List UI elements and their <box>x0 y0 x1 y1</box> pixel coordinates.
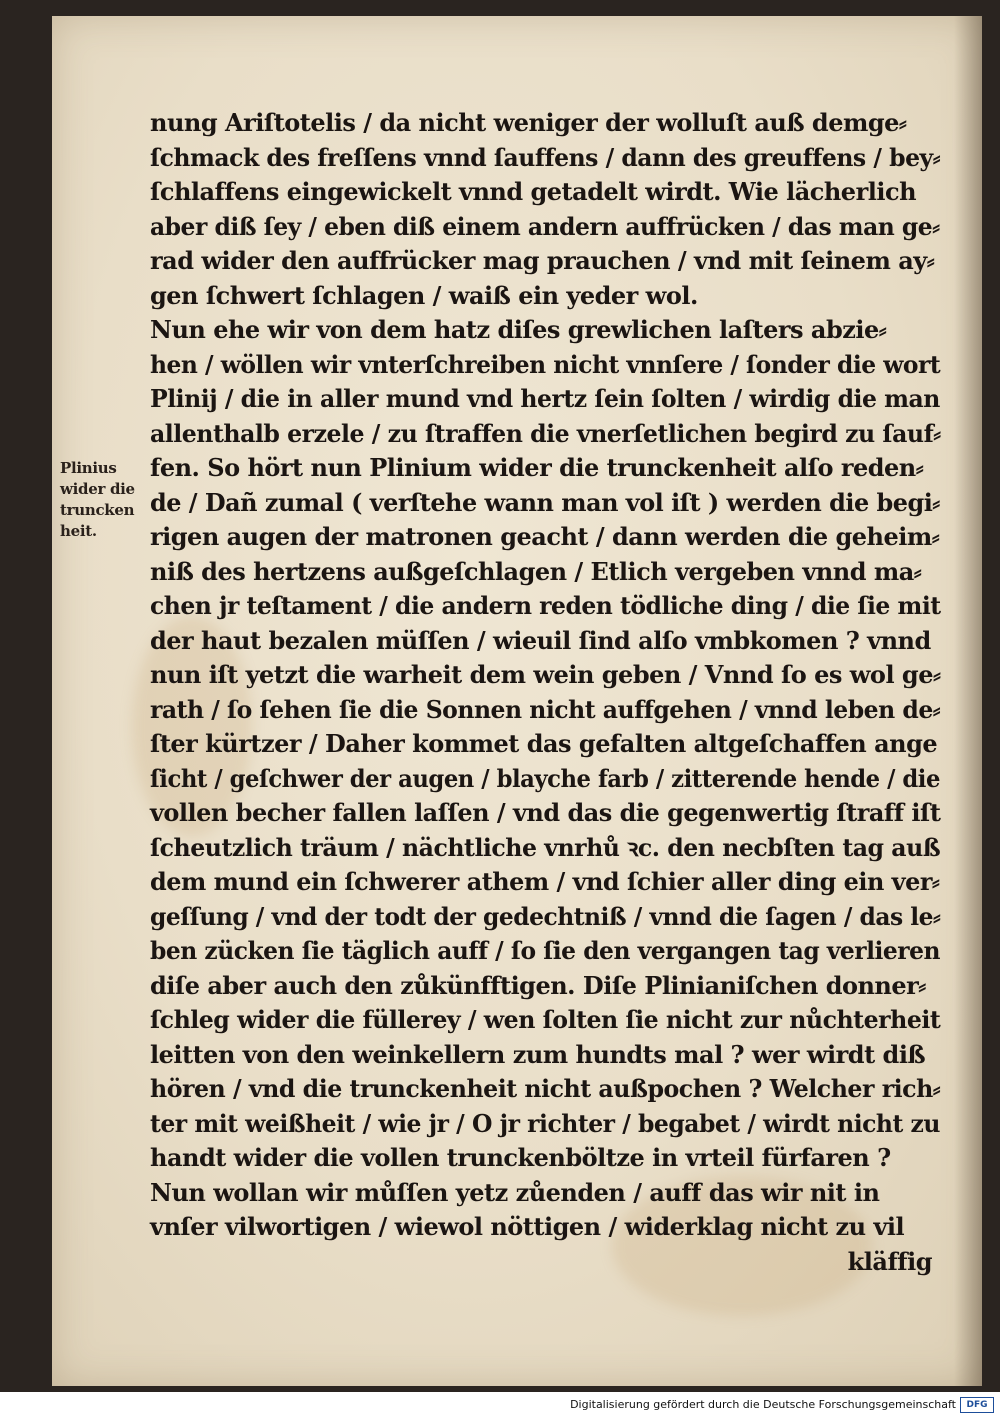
text-line: chen jr teſtament / die andern reden tödliche ding / die ſie mit <box>150 591 941 620</box>
marginal-note-line: wider die <box>60 480 135 498</box>
text-line: fen. So hört nun Plinium wider die trunckenheit alſo reden⸗ <box>150 453 924 482</box>
text-line: rath / ſo ſehen ſie die Sonnen nicht auffgehen / vnnd leben de⸗ <box>150 694 941 724</box>
text-line: der haut bezalen müſſen / wieuil ſind alſo vmbkomen ? vnnd <box>150 625 931 655</box>
text-line: ſchmack des freſſens vnnd ſauffens / dann des greuffens / bey⸗ <box>150 142 941 172</box>
text-line: rigen augen der matronen geacht / dann werden die geheim⸗ <box>150 522 940 551</box>
text-line: ſicht / geſchwer der augen / blayche farb / zitterende hende / die <box>150 763 940 793</box>
text-line: ſchlaffens eingewickelt vnnd getadelt wirdt. Wie lächerlich <box>150 177 917 206</box>
text-line: ben zücken ſie täglich auff / ſo ſie den vergangen tag verlieren <box>150 936 941 965</box>
text-line: Nun wollan wir můſſen yetz zůenden / auff das wir nit in <box>150 1177 880 1207</box>
text-line: dem mund ein ſchwerer athem / vnd ſchier aller ding ein ver⸗ <box>150 867 940 896</box>
marginal-note-line: Plinius <box>60 459 117 477</box>
catchword: kläffig <box>847 1246 932 1276</box>
text-line: rad wider den auffrücker mag prauchen / vnd mit ſeinem ay⸗ <box>150 246 935 275</box>
text-line: nung Ariſtotelis / da nicht weniger der wolluſt auß demge⸗ <box>150 108 907 137</box>
marginal-note-line: truncken <box>60 501 135 519</box>
text-line: nun iſt yetzt die warheit dem wein geben / Vnnd ſo es wol ge⸗ <box>150 660 941 689</box>
text-line: allenthalb erzele / zu ſtraffen die vnerſetlichen begird zu ſauf⸗ <box>150 418 941 448</box>
text-line: leitten von den weinkellern zum hundts mal ? wer wirdt diß <box>150 1039 926 1069</box>
page-edge-shadow <box>954 16 982 1386</box>
text-line: vnſer vilwortigen / wiewol nöttigen / widerklag nicht zu vil <box>150 1212 905 1241</box>
text-line: ſcheutzlich träum / nächtliche vnrhů ꝛc. den necbſten tag auß <box>150 832 941 862</box>
text-line: vollen becher fallen laſſen / vnd das die gegenwertig ſtraff iſt <box>150 798 941 827</box>
text-line: niß des hertzens außgeſchlagen / Etlich vergeben vnnd ma⸗ <box>150 556 922 586</box>
text-line: aber diß ſey / eben diß einem andern auffrücken / das man ge⸗ <box>150 211 940 241</box>
marginal-note <box>60 458 155 542</box>
text-line: Nun ehe wir von dem hatz diſes grewlichen laſters abzie⸗ <box>150 315 887 344</box>
text-line: ſter kürtzer / Daher kommet das gefalten altgeſchaffen ange <box>150 729 938 758</box>
footer-bar <box>0 1392 1000 1417</box>
text-line: diſe aber auch den zůkünfftigen. Diſe Plinianiſchen donner⸗ <box>150 970 926 1000</box>
text-line: handt wider die vollen trunckenböltze in vrteil fürfaren ? <box>150 1143 891 1172</box>
text-line: de / Dañ zumal ( verſtehe wann man vol iſt ) werden die begi⸗ <box>150 487 940 517</box>
body-text <box>150 106 940 1279</box>
text-line: hen / wöllen wir vnterſchreiben nicht vnnſere / ſonder die wort <box>150 349 941 379</box>
text-line: gen ſchwert ſchlagen / waiß ein yeder wol. <box>150 280 698 310</box>
funding-credit: Digitalisierung gefördert durch die Deutsche Forschungsgemeinschaft <box>570 1398 956 1411</box>
text-line: Plinij / die in aller mund vnd hertz ſein ſolten / wirdig die man <box>150 384 940 413</box>
text-line: geſſung / vnd der todt der gedechtniß / vnnd die ſagen / das le⸗ <box>150 901 941 931</box>
marginal-note-line: heit. <box>60 522 97 540</box>
text-line: ter mit weißheit / wie jr / O jr richter / begabet / wirdt nicht zu <box>150 1108 940 1138</box>
text-line: hören / vnd die trunckenheit nicht außpochen ? Welcher rich⸗ <box>150 1074 941 1103</box>
text-line: ſchleg wider die füllerey / wen ſolten ſie nicht zur nůchterheit <box>150 1005 941 1034</box>
dfg-logo: DFG <box>960 1397 994 1413</box>
